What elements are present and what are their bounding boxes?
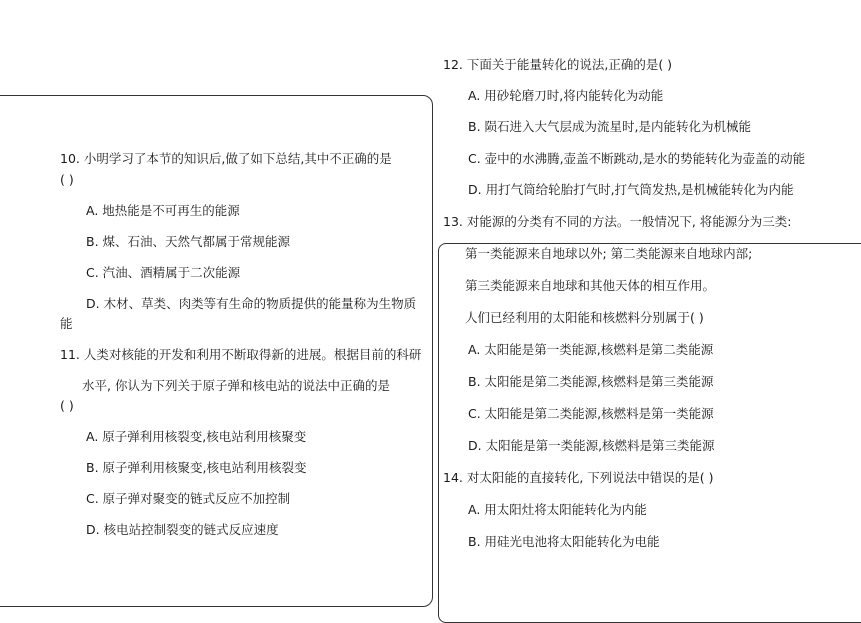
question-10-stem: 10. 小明学习了本节的知识后,做了如下总结,其中不正确的是 [60,151,392,166]
question-11-paren: ( ) [60,398,74,413]
question-11-option-d: D. 核电站控制裂变的链式反应速度 [86,522,279,537]
question-10-option-d-cont: 能 [60,316,73,331]
question-10-paren: ( ) [60,172,74,187]
question-13-desc-1: 第一类能源来自地球以外; 第二类能源来自地球内部; [465,246,753,261]
question-11-option-c: C. 原子弹对聚变的链式反应不加控制 [86,491,291,506]
question-14-option-a: A. 用太阳灶将太阳能转化为内能 [468,502,647,517]
question-13-option-a: A. 太阳能是第一类能源,核燃料是第二类能源 [468,342,714,357]
right-column-frame [438,243,861,623]
question-13-desc-3: 人们已经利用的太阳能和核燃料分别属于( ) [465,310,704,325]
question-13-option-c: C. 太阳能是第二类能源,核燃料是第一类能源 [468,406,714,421]
question-13-desc-2: 第三类能源来自地球和其他天体的相互作用。 [465,278,716,293]
question-10-option-d: D. 木材、草类、肉类等有生命的物质提供的能量称为生物质 [86,296,417,311]
question-11-stem-line2: 水平, 你认为下列关于原子弹和核电站的说法中正确的是 [82,378,390,393]
question-10-option-c: C. 汽油、酒精属于二次能源 [86,265,241,280]
question-10-option-b: B. 煤、石油、天然气都属于常规能源 [86,234,291,249]
question-14-option-b: B. 用硅光电池将太阳能转化为电能 [468,534,660,549]
question-11-stem: 11. 人类对核能的开发和利用不断取得新的进展。根据目前的科研 [60,347,422,362]
question-12-option-a: A. 用砂轮磨刀时,将内能转化为动能 [468,88,664,103]
question-13-option-b: B. 太阳能是第二类能源,核燃料是第三类能源 [468,374,714,389]
question-11-option-a: A. 原子弹利用核裂变,核电站利用核聚变 [86,429,307,444]
question-13-stem: 13. 对能源的分类有不同的方法。一般情况下, 将能源分为三类: [443,214,792,229]
question-11-option-b: B. 原子弹利用核聚变,核电站利用核裂变 [86,460,307,475]
question-12-option-b: B. 陨石进入大气层成为流星时,是内能转化为机械能 [468,119,751,134]
question-12-option-c: C. 壶中的水沸腾,壶盖不断跳动,是水的势能转化为壶盖的动能 [468,151,806,166]
question-13-option-d: D. 太阳能是第一类能源,核燃料是第三类能源 [468,438,715,453]
question-12-option-d: D. 用打气筒给轮胎打气时,打气筒发热,是机械能转化为内能 [468,182,794,197]
question-10-option-a: A. 地热能是不可再生的能源 [86,203,240,218]
question-14-stem: 14. 对太阳能的直接转化, 下列说法中错误的是( ) [443,470,714,485]
question-12-stem: 12. 下面关于能量转化的说法,正确的是( ) [443,57,673,72]
